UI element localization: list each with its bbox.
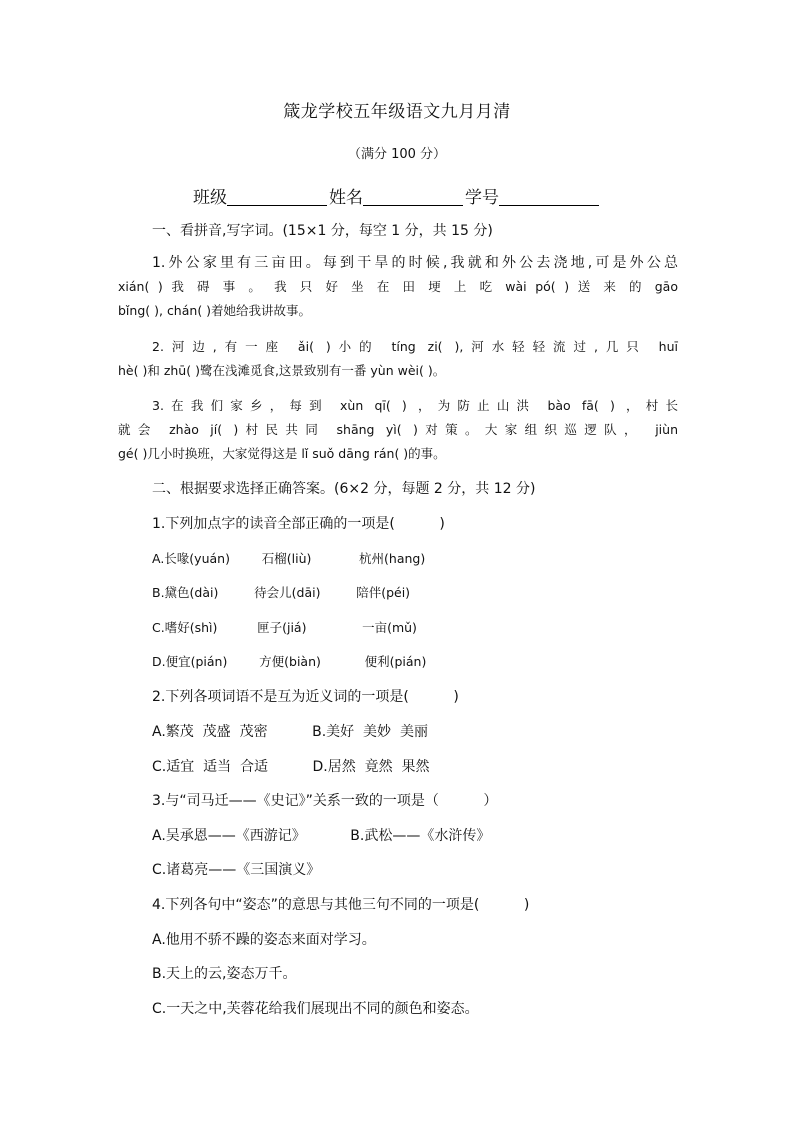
name-blank[interactable]: [363, 188, 463, 206]
option-2cd: C.适宜 适当 合适 D.居然 竟然 果然: [152, 759, 430, 775]
name-label: 姓名: [329, 188, 363, 208]
section1-paragraph-2: [118, 335, 678, 383]
option-3ab: A.吴承恩——《西游记》 B.武松——《水浒传》: [152, 828, 491, 844]
question-3-stem: 3.与“司马迁——《史记》”关系一致的一项是（ ）: [152, 793, 498, 809]
paragraph-line: 就会 zhào jí( )村民共同 shāng yì( )对策。大家组织巡逻队， jiùn: [118, 422, 678, 437]
page-title: 箴龙学校五年级语文九月月清: [283, 102, 511, 122]
paragraph-line: bǐng( ), chán( )着她给我讲故事。: [118, 303, 312, 318]
full-score-note: （满分 100 分）: [347, 147, 447, 162]
option-1a: A.长喙(yuán) 石榴(liù) 杭州(hang): [152, 551, 426, 566]
option-2ab: A.繁茂 茂盛 茂密 B.美好 美妙 美丽: [152, 724, 428, 740]
paragraph-line: 2.河边,有一座 ǎi( )小的 tíng zi( ),河水轻轻流过,几只 huī: [152, 339, 678, 354]
student-info-row: [0, 183, 794, 208]
question-2-stem: 2.下列各项词语不是互为近义词的一项是( ): [152, 689, 459, 705]
option-4b: B.天上的云,姿态万千。: [152, 966, 297, 982]
class-label: 班级: [193, 188, 227, 208]
option-4c: C.一天之中,芙蓉花给我们展现出不同的颜色和姿态。: [152, 1001, 479, 1017]
option-4a: A.他用不骄不躁的姿态来面对学习。: [152, 932, 376, 948]
class-blank[interactable]: [227, 188, 327, 206]
id-blank[interactable]: [499, 188, 599, 206]
section1-heading: 一、看拼音,写字词。(15×1 分，每空 1 分，共 15 分): [152, 223, 493, 239]
id-label: 学号: [465, 188, 499, 208]
question-1-stem: 1.下列加点字的读音全部正确的一项是( ): [152, 516, 445, 532]
paragraph-line: xián( ) 我 碍 事 。 我 只 好 坐 在 田 埂 上 吃 wài pó( ) 送 来 的 gāo: [118, 279, 678, 294]
option-1b: B.黛色(dài) 待会儿(dāi) 陪伴(péi): [152, 585, 411, 600]
paragraph-line: 1.外公家里有三亩田。每到干旱的时候,我就和外公去浇地,可是外公总: [152, 255, 678, 271]
question-4-stem: 4.下列各句中“姿态”的意思与其他三句不同的一项是( ): [152, 897, 530, 913]
option-1d: D.便宜(pián) 方便(biàn) 便利(pián): [152, 654, 427, 669]
option-3c: C.诸葛亮——《三国演义》: [152, 862, 321, 878]
paragraph-line: gé( )几小时换班，大家觉得这是 lǐ suǒ dāng rán( )的事。: [118, 446, 446, 461]
section1-paragraph-1: [118, 251, 678, 323]
paragraph-line: hè( )和 zhū( )鹭在浅滩觅食,这景致别有一番 yùn wèi( )。: [118, 363, 446, 378]
option-1c: C.嗜好(shì) 匣子(jiá) 一亩(mǔ): [152, 620, 417, 635]
section1-paragraph-3: [118, 394, 678, 466]
paragraph-line: 3.在我们家乡，每到 xùn qī( ) ，为防止山洪 bào fā( ) ，村长: [152, 398, 678, 413]
section2-heading: 二、根据要求选择正确答案。(6×2 分，每题 2 分，共 12 分): [152, 481, 536, 497]
